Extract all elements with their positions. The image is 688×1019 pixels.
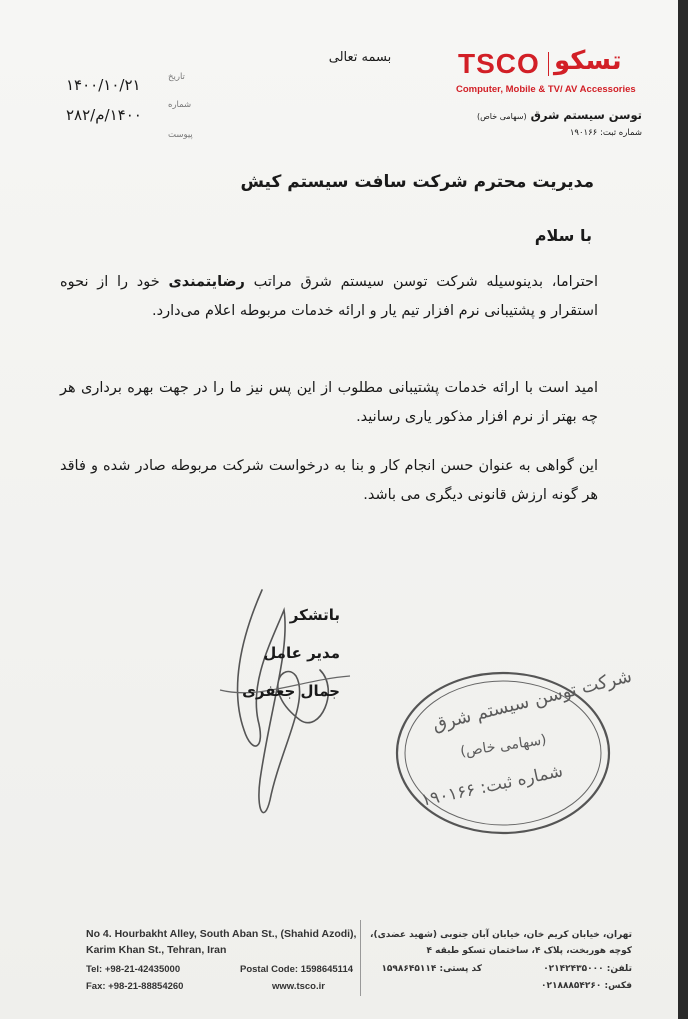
paragraph-1-bold: رضایتمندی (168, 274, 245, 290)
signature-title: مدیر عامل (263, 644, 340, 662)
date-row (60, 72, 200, 102)
footer-divider (360, 920, 361, 996)
date-value: ۱۴۰۰/۱۰/۲۱ (66, 76, 141, 94)
company-type: (سهامی خاص) (477, 112, 527, 121)
stamp-registration: شماره ثبت: ۱۹۰۱۶۶ (419, 761, 565, 811)
company-registration: شماره ثبت: ۱۹۰۱۶۶ (569, 128, 642, 138)
attachment-row (60, 132, 200, 162)
logo-fa: تسکو (554, 46, 622, 76)
signature-block (230, 596, 340, 710)
letter-meta (60, 72, 200, 162)
footer-fax-fa: فکس: ۰۲۱۸۸۸۵۴۲۶۰ (540, 981, 632, 991)
footer-tel-en: Tel: +98-21-42435000 (86, 964, 181, 975)
footer-address-fa-2: کوچه هوربخت، پلاک ۴، ساختمان تسکو طبقه ۴ (426, 946, 632, 956)
paragraph-2: امید است با ارائه خدمات پشتیبانی مطلوب از این پس نیز ما را در جهت بهره برداری هر چه بهتر از نرم افزار مذکور یاری رسانید. (60, 380, 598, 425)
number-row (60, 102, 200, 132)
date-label: تاریخ (168, 72, 185, 82)
recipient: مدیریت محترم شرکت سافت سیستم کیش (240, 172, 594, 192)
footer-website[interactable]: www.tsco.ir (272, 981, 325, 992)
scan-edge (678, 0, 688, 1019)
paragraph-3: این گواهی به عنوان حسن انجام کار و بنا به درخواست شرکت مربوطه صادر شده و فاقد هر گونه ارزش قانونی دیگری می باشد. (60, 458, 598, 503)
attachment-label: پیوست (168, 130, 193, 140)
number-label: شماره (168, 100, 192, 110)
number-value: ۱۴۰۰/م/۲۸۲ (66, 106, 142, 124)
greeting: با سلام (534, 226, 592, 245)
footer-postal-en: Postal Code: 1598645114 (240, 964, 354, 975)
stamp-company-name: شرکت توسن سیستم شرق (430, 665, 634, 736)
footer-fax-en: Fax: +98-21-88854260 (86, 981, 184, 992)
footer-tel-fa: تلفن: ۰۲۱۴۲۴۳۵۰۰۰ (543, 964, 632, 974)
footer-address-en-2: Karim Khan St., Tehran, Iran (86, 944, 227, 956)
paragraph-1 (60, 268, 598, 326)
company-name (477, 108, 642, 122)
bismillah: بسمه تعالی (328, 50, 392, 65)
logo-separator (548, 52, 549, 76)
company-name-text: توسن سیستم شرق (530, 108, 642, 122)
stamp-company-type: (سهامی خاص) (459, 732, 548, 760)
paragraph-1-end: خود را از نحوه استقرار و پشتیبانی نرم افزار تیم یار و ارائه خدمات مربوطه اعلام می‌دارد. (60, 274, 598, 319)
signature-thanks: باتشکر (289, 606, 340, 624)
footer-address-fa-1: تهران، خیابان کریم خان، خیابان آبان جنوبی (شهید عضدی)، (370, 930, 632, 940)
signature-name: جمال جعفری (242, 682, 340, 700)
footer-postal-fa: کد پستی: ۱۵۹۸۶۴۵۱۱۴ (381, 964, 482, 974)
company-tagline: Computer, Mobile & TV/ AV Accessories (456, 84, 636, 95)
logo-en: TSCO (458, 48, 540, 79)
paragraph-1-start: احتراما، بدینوسیله شرکت توسن سیستم شرق مراتب (244, 274, 598, 290)
footer-address-en-1: No 4. Hourbakht Alley, South Aban St., (Shahid Azodi), (86, 928, 357, 940)
